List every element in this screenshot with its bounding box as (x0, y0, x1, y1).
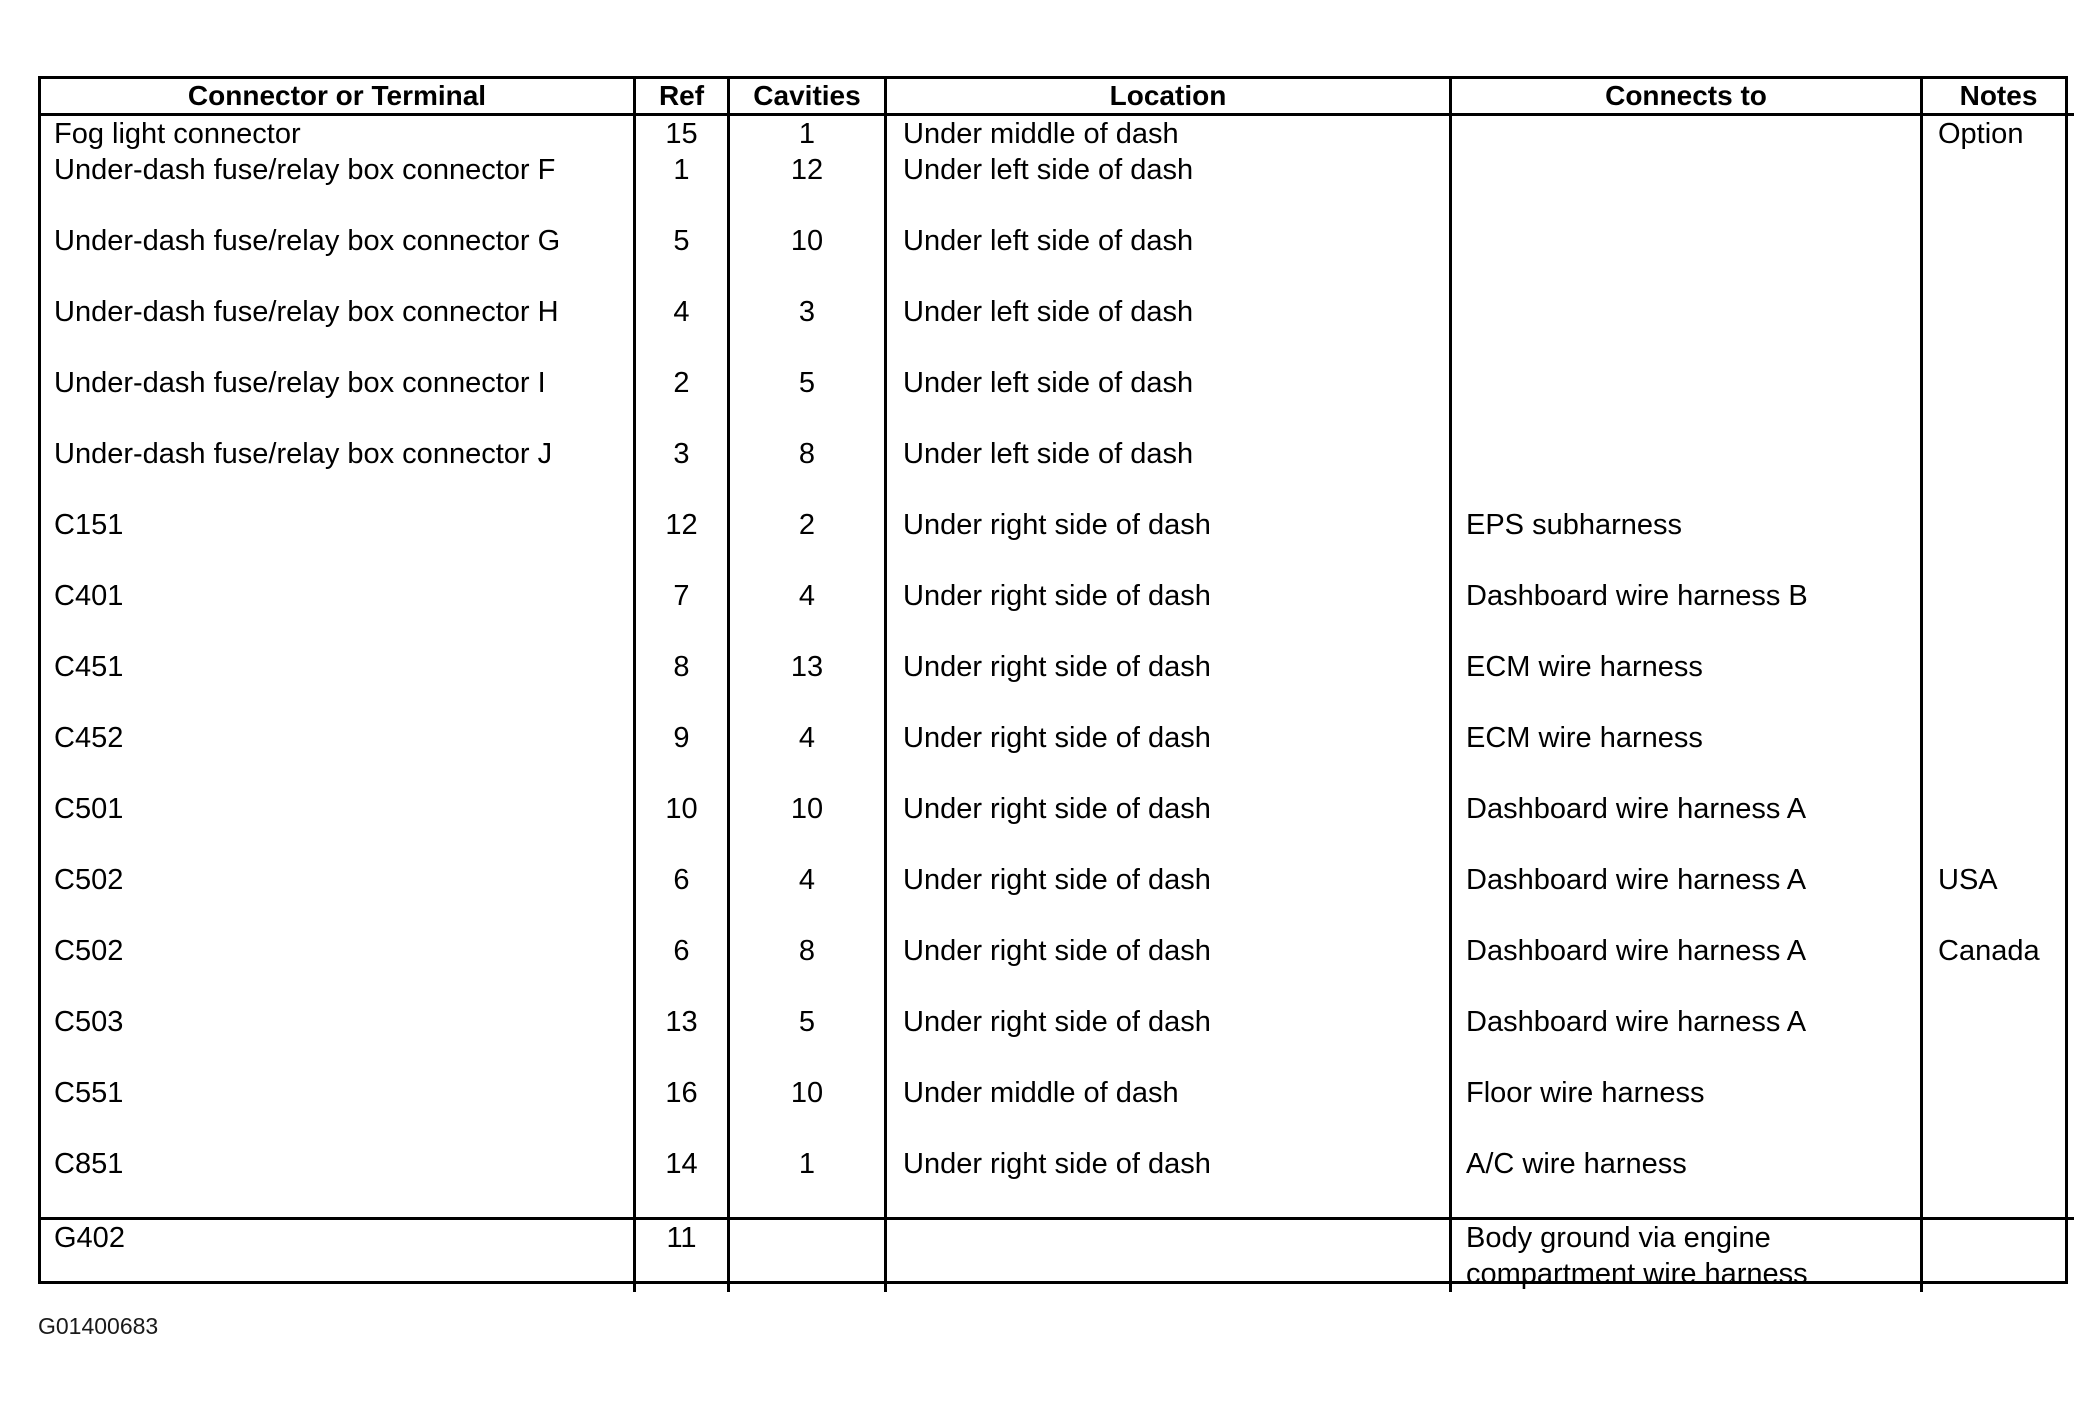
cell-notes-text: Canada (1938, 935, 2040, 967)
cell-notes (1922, 294, 2075, 365)
connector-table (41, 79, 2074, 1292)
cell-ref (635, 1004, 729, 1075)
cell-connector-text: G402 (54, 1222, 125, 1254)
cell-location-text: Under right side of dash (903, 864, 1211, 896)
cell-location-text: Under middle of dash (903, 1077, 1179, 1109)
cell-cavities-text: 8 (798, 438, 816, 470)
cell-notes (1922, 115, 2075, 153)
cell-cavities (729, 933, 886, 1004)
cell-connector (41, 1075, 635, 1146)
cell-cavities-text: 5 (798, 1006, 816, 1038)
cell-cavities (729, 1219, 886, 1293)
cell-connects-to (1451, 294, 1922, 365)
cell-location (886, 933, 1451, 1004)
table-row (41, 649, 2074, 720)
cell-connects-to-text: Dashboard wire harness A (1466, 864, 1807, 896)
cell-location (886, 649, 1451, 720)
cell-cavities-text: 10 (790, 793, 824, 825)
cell-cavities (729, 436, 886, 507)
cell-connector (41, 115, 635, 153)
cell-location (886, 507, 1451, 578)
cell-connector (41, 578, 635, 649)
cell-connector-text: C502 (54, 935, 124, 967)
cell-cavities (729, 1004, 886, 1075)
cell-ref-text: 6 (673, 864, 690, 896)
cell-connector-text: C451 (54, 651, 124, 683)
cell-ref-text: 12 (665, 509, 698, 541)
cell-cavities (729, 294, 886, 365)
cell-connects-to-text: Floor wire harness (1466, 1077, 1705, 1109)
table-row (41, 507, 2074, 578)
cell-connector-text: Under-dash fuse/relay box connector G (54, 225, 561, 257)
header-connector: Connector or Terminal (41, 79, 635, 115)
cell-location (886, 223, 1451, 294)
table-row (41, 223, 2074, 294)
cell-connector (41, 862, 635, 933)
cell-connector (41, 649, 635, 720)
cell-ref-text: 2 (673, 367, 690, 399)
cell-cavities-text: 2 (798, 509, 816, 541)
cell-location-text: Under left side of dash (903, 225, 1194, 257)
table-row (41, 578, 2074, 649)
cell-connects-to (1451, 1004, 1922, 1075)
cell-connector-text: C503 (54, 1006, 124, 1038)
cell-connects-to (1451, 791, 1922, 862)
cell-location-text: Under left side of dash (903, 296, 1194, 328)
table-row (41, 115, 2074, 153)
cell-connector (41, 507, 635, 578)
cell-connector (41, 294, 635, 365)
cell-notes (1922, 436, 2075, 507)
table-body (41, 115, 2074, 1293)
cell-ref (635, 507, 729, 578)
cell-cavities (729, 152, 886, 223)
cell-cavities (729, 507, 886, 578)
cell-connects-to-text: Body ground via engine compartment wire harness (1466, 1222, 1808, 1290)
cell-ref-text: 16 (665, 1077, 698, 1109)
cell-location (886, 1004, 1451, 1075)
cell-connector (41, 223, 635, 294)
cell-ref-text: 7 (673, 580, 690, 612)
cell-cavities-text: 5 (798, 367, 816, 399)
cell-connects-to (1451, 649, 1922, 720)
cell-connector (41, 365, 635, 436)
table-row (41, 720, 2074, 791)
cell-connector-text: C551 (54, 1077, 124, 1109)
table-row (41, 294, 2074, 365)
cell-cavities-text: 10 (790, 225, 824, 257)
cell-connects-to (1451, 365, 1922, 436)
cell-ref-text: 13 (665, 1006, 698, 1038)
cell-connects-to-text: Dashboard wire harness B (1466, 580, 1808, 612)
cell-ref (635, 1075, 729, 1146)
header-cavities: Cavities (729, 79, 886, 115)
cell-cavities (729, 791, 886, 862)
cell-notes (1922, 933, 2075, 1004)
cell-ref (635, 862, 729, 933)
cell-connector-text: C501 (54, 793, 124, 825)
cell-connects-to-text: ECM wire harness (1466, 722, 1703, 754)
connector-table-frame (38, 76, 2068, 1290)
cell-location-text: Under right side of dash (903, 580, 1211, 612)
table-row (41, 791, 2074, 862)
cell-connects-to-text: Dashboard wire harness A (1466, 1006, 1807, 1038)
cell-cavities (729, 1075, 886, 1146)
cell-connects-to (1451, 507, 1922, 578)
cell-location-text: Under right side of dash (903, 1148, 1211, 1180)
cell-connector-text: C502 (54, 864, 124, 896)
table-row (41, 1004, 2074, 1075)
cell-location-text: Under right side of dash (903, 935, 1211, 967)
cell-connector (41, 1004, 635, 1075)
cell-connector-text: C401 (54, 580, 124, 612)
cell-ref-text: 3 (673, 438, 690, 470)
cell-location-text: Under right side of dash (903, 793, 1211, 825)
cell-notes-text: USA (1938, 864, 1998, 896)
cell-location (886, 791, 1451, 862)
header-location: Location (886, 79, 1451, 115)
cell-cavities (729, 223, 886, 294)
cell-connector (41, 933, 635, 1004)
table-row (41, 152, 2074, 223)
table-row (41, 436, 2074, 507)
cell-cavities-text: 13 (790, 651, 824, 683)
table-row (41, 862, 2074, 933)
cell-connects-to (1451, 578, 1922, 649)
cell-cavities (729, 720, 886, 791)
table-row (41, 1219, 2074, 1293)
cell-notes (1922, 507, 2075, 578)
cell-location (886, 1219, 1451, 1293)
cell-location-text: Under left side of dash (903, 154, 1194, 186)
cell-ref-text: 1 (673, 154, 690, 186)
cell-ref (635, 649, 729, 720)
cell-cavities-text: 1 (798, 118, 816, 150)
cell-cavities-text: 4 (798, 580, 816, 612)
cell-ref-text: 11 (666, 1222, 697, 1254)
cell-cavities (729, 115, 886, 153)
cell-notes (1922, 1075, 2075, 1146)
cell-ref (635, 115, 729, 153)
cell-connector-text: Under-dash fuse/relay box connector J (54, 438, 553, 470)
cell-location (886, 152, 1451, 223)
cell-notes (1922, 578, 2075, 649)
cell-cavities-text: 3 (798, 296, 816, 328)
cell-ref (635, 294, 729, 365)
cell-ref (635, 223, 729, 294)
table-row (41, 933, 2074, 1004)
cell-cavities (729, 649, 886, 720)
cell-notes (1922, 720, 2075, 791)
cell-ref-text: 9 (673, 722, 690, 754)
cell-cavities (729, 1146, 886, 1219)
cell-ref (635, 720, 729, 791)
cell-connects-to (1451, 1075, 1922, 1146)
cell-cavities-text: 1 (798, 1148, 816, 1180)
table-row (41, 365, 2074, 436)
table-header-row (41, 79, 2074, 115)
cell-location (886, 862, 1451, 933)
cell-connects-to (1451, 152, 1922, 223)
cell-connector (41, 152, 635, 223)
cell-location-text: Under left side of dash (903, 367, 1194, 399)
cell-connects-to (1451, 436, 1922, 507)
cell-notes (1922, 862, 2075, 933)
cell-location-text: Under right side of dash (903, 1006, 1211, 1038)
cell-ref-text: 5 (673, 225, 690, 257)
cell-notes (1922, 649, 2075, 720)
cell-connects-to-text: A/C wire harness (1466, 1148, 1687, 1180)
cell-ref (635, 791, 729, 862)
cell-cavities (729, 862, 886, 933)
cell-connector (41, 791, 635, 862)
header-notes: Notes (1922, 79, 2075, 115)
cell-connector-text: Under-dash fuse/relay box connector F (54, 154, 556, 186)
cell-connects-to (1451, 115, 1922, 153)
cell-notes (1922, 1146, 2075, 1219)
cell-location-text: Under right side of dash (903, 509, 1211, 541)
cell-connector-text: Fog light connector (54, 118, 301, 150)
cell-ref-text: 4 (673, 296, 690, 328)
cell-ref-text: 6 (673, 935, 690, 967)
cell-connector-text: Under-dash fuse/relay box connector H (54, 296, 559, 328)
cell-notes (1922, 1219, 2075, 1293)
cell-connector-text: C851 (54, 1148, 124, 1180)
cell-notes (1922, 152, 2075, 223)
cell-cavities-text: 4 (798, 722, 816, 754)
cell-ref-text: 14 (665, 1148, 698, 1180)
header-ref: Ref (635, 79, 729, 115)
cell-cavities-text: 10 (790, 1077, 824, 1109)
cell-connects-to-text: Dashboard wire harness A (1466, 935, 1807, 967)
cell-notes (1922, 223, 2075, 294)
cell-ref (635, 152, 729, 223)
cell-cavities (729, 365, 886, 436)
figure-id-label: G01400683 (38, 1313, 159, 1339)
cell-connector (41, 720, 635, 791)
cell-notes (1922, 791, 2075, 862)
cell-connector-text: Under-dash fuse/relay box connector I (54, 367, 546, 399)
cell-connects-to (1451, 1146, 1922, 1219)
cell-connects-to (1451, 862, 1922, 933)
cell-ref-text: 10 (665, 793, 698, 825)
cell-ref-text: 15 (665, 118, 698, 150)
cell-ref (635, 1146, 729, 1219)
cell-location (886, 115, 1451, 153)
cell-location-text: Under middle of dash (903, 118, 1179, 150)
cell-connector (41, 1146, 635, 1219)
cell-connector-text: C452 (54, 722, 124, 754)
cell-connects-to-text: ECM wire harness (1466, 651, 1703, 683)
cell-location-text: Under left side of dash (903, 438, 1194, 470)
cell-connector (41, 1219, 635, 1293)
cell-location (886, 294, 1451, 365)
cell-location (886, 1146, 1451, 1219)
cell-ref-text: 8 (673, 651, 690, 683)
cell-connector (41, 436, 635, 507)
cell-connects-to (1451, 1219, 1922, 1293)
cell-ref (635, 933, 729, 1004)
cell-location (886, 1075, 1451, 1146)
cell-notes-text: Option (1938, 118, 2024, 150)
cell-location (886, 578, 1451, 649)
table-row (41, 1075, 2074, 1146)
cell-location-text: Under right side of dash (903, 722, 1211, 754)
cell-location (886, 365, 1451, 436)
cell-connects-to-text: Dashboard wire harness A (1466, 793, 1807, 825)
table-row (41, 1146, 2074, 1219)
cell-cavities-text: 12 (790, 154, 824, 186)
cell-connects-to-text: EPS subharness (1466, 509, 1683, 541)
cell-connects-to (1451, 720, 1922, 791)
cell-ref (635, 365, 729, 436)
cell-cavities (729, 578, 886, 649)
cell-location-text: Under right side of dash (903, 651, 1211, 683)
cell-ref (635, 1219, 729, 1293)
cell-notes (1922, 1004, 2075, 1075)
cell-location (886, 720, 1451, 791)
cell-location (886, 436, 1451, 507)
cell-connects-to (1451, 223, 1922, 294)
cell-cavities-text: 8 (798, 935, 816, 967)
header-connects-to: Connects to (1451, 79, 1922, 115)
cell-ref (635, 436, 729, 507)
cell-cavities-text: 4 (798, 864, 816, 896)
cell-connector-text: C151 (54, 509, 124, 541)
cell-notes (1922, 365, 2075, 436)
cell-connects-to (1451, 933, 1922, 1004)
cell-ref (635, 578, 729, 649)
